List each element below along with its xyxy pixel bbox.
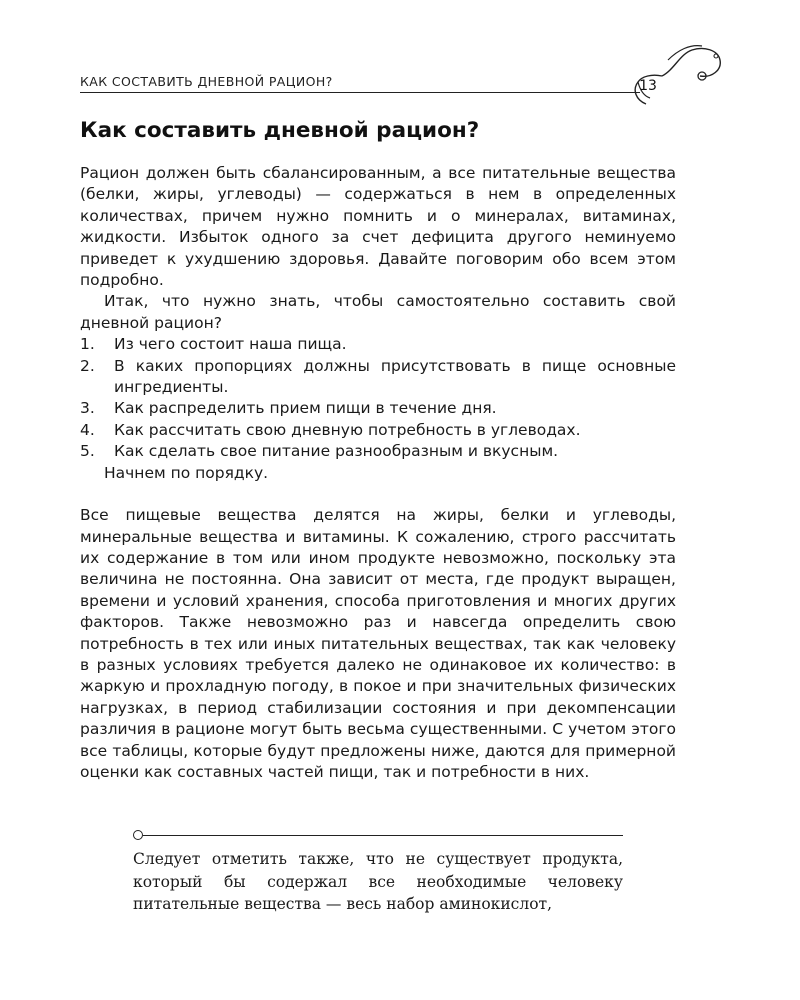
list-item: 2. В каких пропорциях должны присутствовать в пище основные ингредиенты. (80, 356, 676, 397)
main-paragraph: Все пищевые вещества делятся на жиры, белки и углеводы, минеральные вещества и витамины. К сожалению, строго рассчитать их содержание в том или ином продукте невозможно, поскольку эта величина не постоянна. Она зависит от места, где продукт выращен, времени и условий хранения, способа приготовления и многих других факторов. Также невозможно раз и навсегда определить свою потребность в тех или иных питательных веществах, так как человеку в разных условиях требуется далеко не одинаковое их количество: в жаркую и прохладную погоду, в покое и при значительных физических нагрузках, в период стабилизации состояния и при декомпенсации различия в рационе могут быть весьма существенными. С учетом этого все таблицы, которые будут предложены ниже, даются для примерной оценки как составных частей пищи, так и потребности в них. (80, 506, 676, 781)
section-title: Как составить дневной рацион? (80, 118, 480, 143)
article-body (80, 118, 676, 783)
running-head: КАК СОСТАВИТЬ ДНЕВНОЙ РАЦИОН? (80, 74, 333, 89)
stethoscope-icon (628, 40, 728, 110)
page-header (80, 70, 720, 94)
steps-list (80, 334, 676, 462)
note-rule (133, 830, 623, 842)
header-rule (80, 92, 640, 93)
list-item: 4. Как рассчитать свою дневную потребность в углеводах. (80, 420, 581, 439)
page-number: 13 (639, 78, 657, 94)
note-bullet-circle (133, 830, 143, 840)
note-box (133, 830, 623, 916)
list-item: 1. Из чего состоит наша пища. (80, 335, 347, 354)
list-item: 5. Как сделать свое питание разнообразным и вкусным. (80, 442, 559, 461)
start-line: Начнем по порядку. (104, 463, 269, 482)
note-text: Следует отметить также, что не существует продукта, который бы содержал все необходимые человеку питательные вещества — весь набор аминокислот, (133, 850, 623, 913)
question-paragraph: Итак, что нужно знать, чтобы самостоятельно составить свой дневной рацион? (80, 292, 676, 332)
intro-paragraph: Рацион должен быть сбалансированным, а все питательные вещества (белки, жиры, углеводы) — содержаться в нем в определенных количествах, причем нужно помнить и о минералах, витаминах, жидкости. Избыток одного за счет дефицита другого неминуемо приведет к ухудшению здоровья. Давайте поговорим обо всем этом подробно. (80, 164, 676, 290)
list-item: 3. Как распределить прием пищи в течение дня. (80, 399, 497, 418)
